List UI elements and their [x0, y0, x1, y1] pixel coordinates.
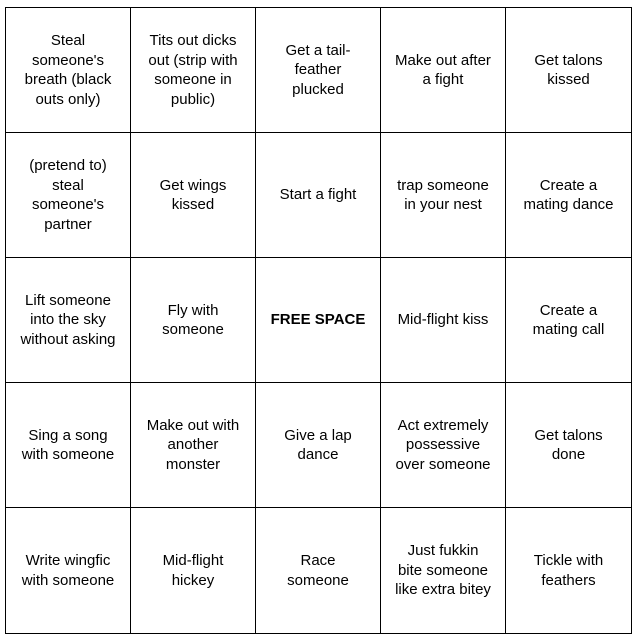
bingo-cell-1-1[interactable]: Steal someone's breath (black outs only)	[6, 8, 131, 133]
bingo-cell-3-4[interactable]: Mid-flight kiss	[381, 258, 506, 383]
bingo-cell-5-2[interactable]: Mid-flight hickey	[131, 508, 256, 633]
bingo-cell-4-5[interactable]: Get talons done	[506, 383, 631, 508]
bingo-cell-5-3[interactable]: Race someone	[256, 508, 381, 633]
bingo-cell-5-5[interactable]: Tickle with feathers	[533, 552, 604, 589]
bingo-cell-3-5[interactable]: Create a mating call	[506, 258, 631, 383]
bingo-cell-2-2[interactable]: Get wings kissed	[131, 133, 256, 258]
bingo-cell-2-4[interactable]: trap someone in your nest	[381, 133, 506, 258]
bingo-cell-3-1[interactable]: Lift someone into the sky without asking	[6, 258, 131, 383]
bingo-cell-4-4[interactable]: Act extremely possessive over someone	[381, 383, 506, 508]
bingo-board	[5, 7, 632, 634]
bingo-cell-3-2[interactable]: Fly with someone	[131, 258, 256, 383]
bingo-cell-1-5[interactable]: Get talons kissed	[506, 8, 631, 133]
bingo-cell-1-3[interactable]: Get a tail- feather plucked	[256, 8, 381, 133]
bingo-cell-4-1[interactable]: Sing a song with someone	[6, 383, 131, 508]
bingo-cell-1-4[interactable]: Make out after a fight	[381, 8, 506, 133]
free-space-cell[interactable]: FREE SPACE	[256, 258, 381, 383]
bingo-cell-4-3[interactable]: Give a lap dance	[256, 383, 381, 508]
bingo-cell-2-3[interactable]: Start a fight	[256, 133, 381, 258]
bingo-cell-4-2[interactable]: Make out with another monster	[131, 383, 256, 508]
bingo-cell-5-1[interactable]: Write wingfic with someone	[6, 508, 131, 633]
bingo-cell-2-1[interactable]: (pretend to) steal someone's partner	[6, 133, 131, 258]
bingo-cell-2-5[interactable]: Create a mating dance	[506, 133, 631, 258]
bingo-cell-5-4[interactable]: Just fukkin bite someone like extra bitey	[381, 508, 506, 633]
bingo-cell-1-2[interactable]: Tits out dicks out (strip with someone in public)	[131, 8, 256, 133]
